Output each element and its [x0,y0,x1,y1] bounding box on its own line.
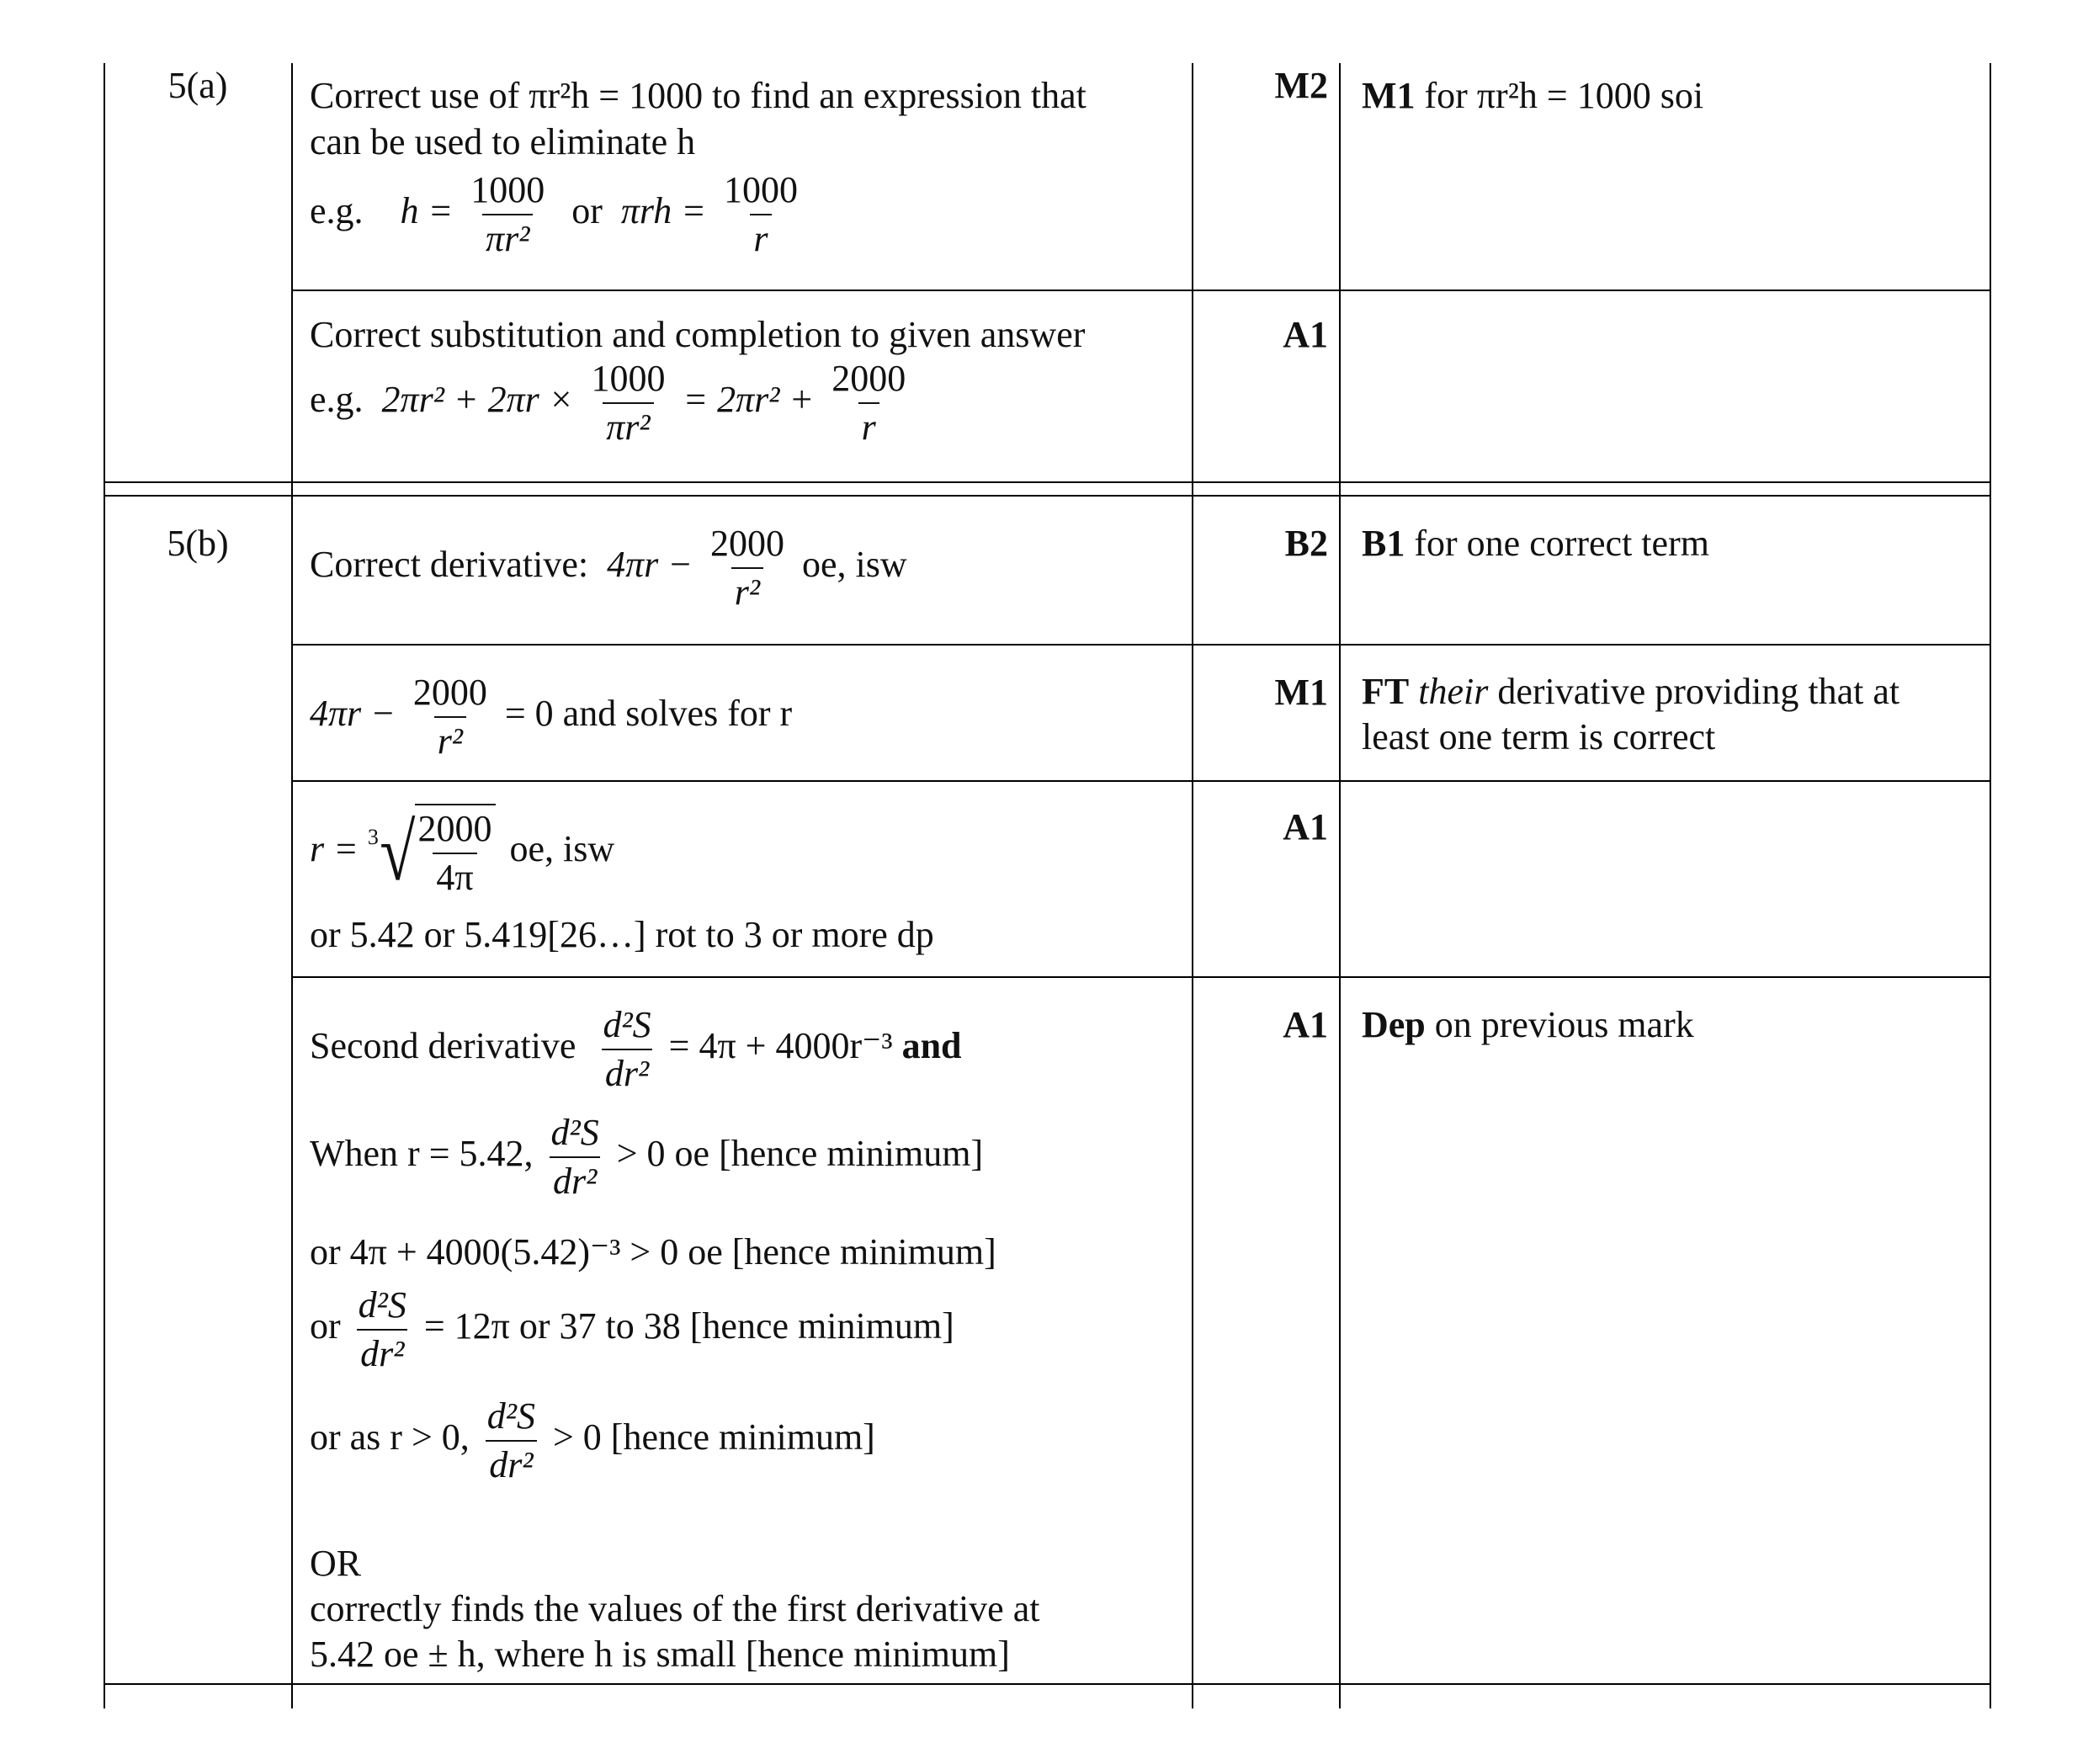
row-divider [104,1683,1991,1685]
expr-suffix: = 12π or 37 to 38 [hence minimum] [423,1305,954,1347]
fraction-denominator: 4π [433,853,476,901]
expr-label: Second derivative [310,1025,576,1067]
fraction-denominator: dr² [357,1329,407,1378]
expr-suffix: = 0 and solves for r [504,693,793,735]
question-number: 5(b) [167,523,229,564]
answer-line: or 4π + 4000(5.42)⁻³ > 0 oe [hence minimum] [310,1231,996,1273]
fraction-numerator: 2000 [412,672,487,713]
answer-expression [310,669,792,765]
guidance-line [1362,668,1899,715]
fraction [467,167,548,263]
answer-line: can be used to eliminate h [310,121,696,162]
border-right [1990,63,1991,1708]
expr-lhs: 4πr − [310,693,396,735]
fraction [720,167,801,263]
mark-code: A1 [1283,314,1328,355]
and-label: and [901,1025,962,1067]
answer-line: Correct substitution and completion to given answer [310,314,1086,355]
divider-question-col [291,63,293,1708]
answer-expression [310,1002,962,1097]
expr-lhs: 4πr − [607,544,693,586]
fraction-denominator: dr² [550,1156,600,1205]
answer-line: 5.42 oe ± h, where h is small [hence minimum] [310,1634,1010,1675]
fraction-numerator: 2000 [709,523,784,564]
or-label: or [571,190,603,232]
part-divider-bottom [104,495,1991,497]
mark-code: A1 [1283,806,1328,847]
fraction-numerator: 1000 [470,169,545,210]
guidance-bold: FT [1362,671,1410,712]
fraction-numerator: d²S [358,1284,406,1326]
guidance-cell [1362,1002,1694,1049]
fraction-numerator: 1000 [723,169,798,210]
answer-cell [310,311,1185,476]
expr-label: or as r > 0, [310,1416,470,1458]
fraction-denominator: πr² [603,402,653,451]
expr-label: When r = 5.42, [310,1133,534,1175]
expr-rhs: = 4π + 4000r⁻³ [668,1025,893,1067]
root-index: 3 [367,825,379,849]
fraction [415,804,496,901]
fraction-numerator: d²S [603,1004,651,1045]
answer-cell [310,72,1185,283]
guidance-bold: Dep [1362,1004,1426,1045]
guidance-text: derivative providing that at [1497,671,1900,712]
eg-label: e.g. [310,379,364,421]
fraction-numerator: d²S [486,1395,535,1437]
fraction-denominator: πr² [482,214,533,263]
fraction-numerator: d²S [550,1112,599,1153]
mark-code: M2 [1274,65,1328,106]
fraction-numerator: 2000 [417,808,492,849]
question-number: 5(a) [167,65,228,106]
fraction-denominator: r [750,214,771,263]
fraction [707,520,788,616]
divider-answer-col [1192,63,1193,1708]
expr-lhs: r = [310,828,359,870]
fraction [410,669,491,765]
guidance-bold: B1 [1362,523,1405,564]
radical-sign: √ [380,807,416,897]
fraction-denominator: r² [731,567,763,616]
derivative-fraction [599,1002,654,1097]
row-divider [291,290,1991,291]
expr-lhs: πrh = [620,190,706,232]
guidance-text: on previous mark [1434,1004,1694,1045]
expr-label: Correct derivative: [310,544,589,586]
mark-code: A1 [1283,1004,1328,1045]
answer-line: Correct use of πr²h = 1000 to find an expression that [310,75,1087,116]
answer-expression [310,804,614,901]
mark-code: M1 [1274,672,1328,713]
row-divider [291,780,1991,782]
guidance-cell [1362,72,1703,120]
answer-line: correctly finds the values of the first derivative at [310,1588,1040,1629]
answer-expression [310,520,907,616]
expr-lhs: h = [400,190,454,232]
expr-suffix: oe, isw [509,828,615,870]
derivative-fraction [355,1282,410,1378]
fraction-denominator: r² [434,716,466,765]
answer-expression [310,1393,875,1489]
fraction-denominator: dr² [486,1440,536,1489]
guidance-line: least one term is correct [1362,716,1716,757]
expr-label: or [310,1305,341,1347]
fraction-denominator: r [858,402,879,451]
part-divider-top [104,481,1991,483]
fraction-numerator: 1000 [591,358,666,399]
answer-expression [310,355,914,451]
eg-label: e.g. [310,190,364,232]
expr-suffix: > 0 [hence minimum] [552,1416,875,1458]
guidance-text: for πr²h = 1000 soi [1424,75,1704,116]
fraction-numerator: 2000 [831,358,906,399]
answer-expression [310,1282,954,1378]
answer-line: OR [310,1543,362,1584]
answer-line: or 5.42 or 5.419[26…] rot to 3 or more dp [310,914,934,955]
derivative-fraction [548,1109,603,1205]
mark-code: B2 [1284,523,1328,564]
fraction [587,355,668,451]
border-left [104,63,105,1708]
guidance-cell [1362,520,1709,567]
answer-expression [310,167,806,263]
divider-marks-col [1339,63,1341,1708]
row-divider [291,644,1991,646]
fraction-denominator: dr² [602,1049,652,1097]
expr-suffix: > 0 oe [hence minimum] [616,1133,984,1175]
answer-expression [310,1109,983,1205]
guidance-italic: their [1418,671,1489,712]
derivative-fraction [484,1393,539,1489]
guidance-text: for one correct term [1414,523,1709,564]
guidance-bold: M1 [1362,75,1416,116]
expr-lhs: 2πr² + 2πr × [381,379,574,421]
expr-rhs: = 2πr² + [683,379,815,421]
fraction [828,355,909,451]
row-divider [291,976,1991,978]
expr-suffix: oe, isw [801,544,907,586]
cube-root [368,804,501,901]
